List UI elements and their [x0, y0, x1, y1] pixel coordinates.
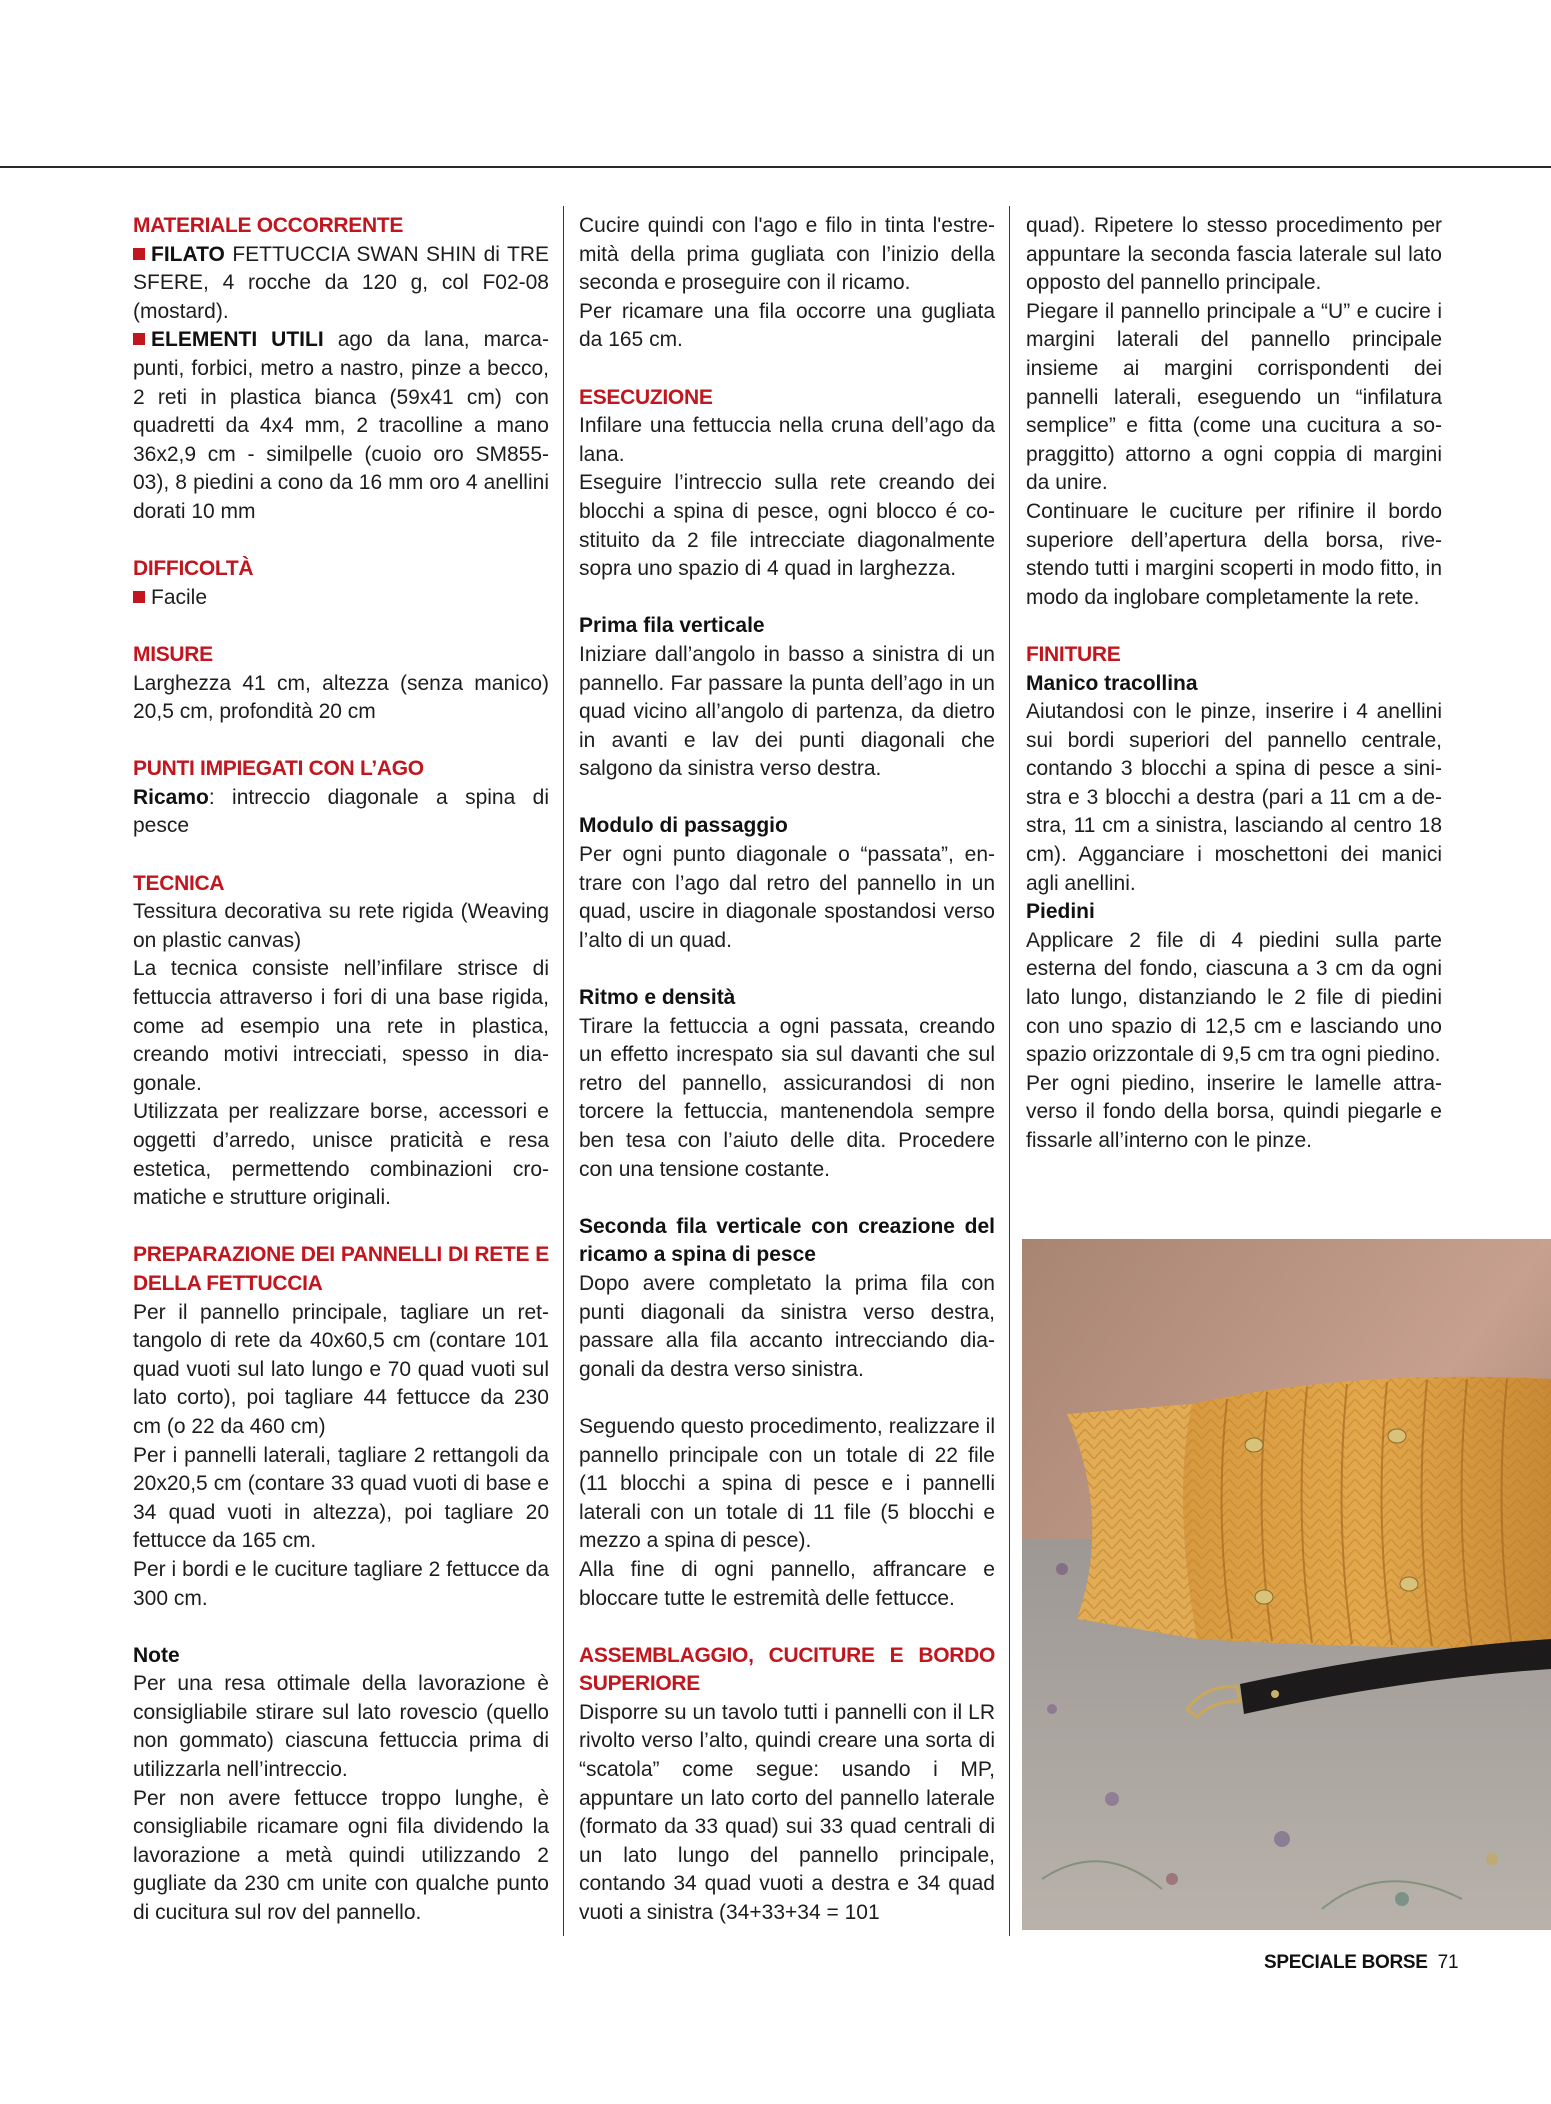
column-3	[1026, 212, 1442, 1156]
tecnica-p1: Tessitura decorativa su rete rigida (Weaving on plastic canvas)	[133, 900, 549, 952]
red-square-bullet-icon	[133, 248, 145, 260]
punti-text: : intreccio diagonale a spina di pesce	[133, 785, 549, 838]
subheading-note: Note	[133, 1643, 180, 1667]
subheading-ritmo: Ritmo e densità	[579, 986, 736, 1010]
section-heading-finiture: FINITURE	[1026, 642, 1121, 666]
note-p1: Per una resa ottimale della lavorazione è consigliabile stirare sul lato rovescio (quello non gommato) ciascuna fettuccia prima di utilizzarla nell’intreccio.	[133, 1672, 549, 1782]
subheading-prima-fila: Prima fila verticale	[579, 614, 765, 638]
column-2	[579, 212, 995, 1928]
preparazione-p3: Per i bordi e le cuciture tagliare 2 fettucce da 300 cm.	[133, 1557, 549, 1610]
elementi-text: ago da lana, marcapunti, forbici, metro a nastro, pinze a becco, 2 reti in plastica bianca (59x41 cm) con quadretti da 4x4 mm, 2 tracolline a mano 36x2,9 cm - similpelle (cuoio oro SM855-03), 8 piedini a cono da 16 mm oro 4 anellini dorati 10 mm	[133, 328, 549, 523]
woven-bag-illustration-icon	[1022, 1239, 1551, 1930]
note-p2: Per non avere fettucce troppo lunghe, è consigliabile ricamare ogni fila dividendo la lavorazione a metà quindi utilizzando 2 gugliate da 230 cm unite con qualche punto di cucitura sul rov del pannello.	[133, 1786, 549, 1925]
section-heading-esecuzione: ESECUZIONE	[579, 385, 713, 409]
section-heading-misure: MISURE	[133, 642, 213, 666]
esecuzione-p1: Infilare una fettuccia nella cruna dell’ago da lana.	[579, 414, 995, 466]
page-footer	[1264, 1952, 1458, 1974]
elementi-paragraph	[133, 326, 549, 526]
continuation-p2: Piegare il pannello principale a “U” e cucire i margini laterali del pannello principale insieme ai margini corrispondenti dei pannelli laterali, eseguendo un “infilatura semplice” e fitta (come una cucitura a sopraggitto) attorno a ogni coppia di margini da unire.	[1026, 299, 1442, 495]
preparazione-p2: Per i pannelli laterali, tagliare 2 rettangoli da 20x20,5 cm (contare 33 quad vuoti di base e 34 quad vuoti in altezza), poi tagliare 20 fettucce da 165 cm.	[133, 1443, 549, 1553]
ricamo-label: Ricamo	[133, 785, 209, 809]
ritmo-text: Tirare la fettuccia a ogni passata, creando un effetto increspato sia sul davanti che sul retro del pannello, assicurandosi di non torcere la fettuccia, mantenendola sempre ben tesa con l’aiuto delle dita. Procedere con una tensione costante.	[579, 1014, 995, 1181]
section-heading-assemblaggio: ASSEMBLAGGIO, CUCITURE E BORDO SUPERIORE	[579, 1643, 995, 1696]
seguendo-p2: Alla fine di ogni pannello, affrancare e bloccare tutte le estremità delle fettucce.	[579, 1557, 995, 1610]
section-heading-materiale: MATERIALE OCCORRENTE	[133, 214, 404, 237]
tecnica-p2: La tecnica consiste nell’infilare strisce di fettuccia attraverso i fori di una base rigida, come ad esempio una rete in plastica, creando motivi intrecciati, spesso in diagonale.	[133, 957, 549, 1095]
column-1	[133, 212, 549, 1928]
subheading-modulo: Modulo di passaggio	[579, 814, 788, 838]
subheading-manico: Manico tracollina	[1026, 671, 1198, 695]
intro-p2: Per ricamare una fila occorre una gugliata da 165 cm.	[579, 299, 995, 352]
continuation-p3: Continuare le cuciture per rifinire il bordo superiore dell’apertura della borsa, rivestendo tutti i margini scoperti in modo fitto, in modo da inglobare completamente la rete.	[1026, 499, 1442, 609]
red-square-bullet-icon	[133, 333, 145, 345]
difficolta-text: Facile	[151, 585, 208, 609]
assemblaggio-text: Disporre su un tavolo tutti i pannelli con il LR rivolto verso l’alto, quindi creare una sorta di “scatola” come segue: usando i MP, appuntare un lato corto del pannello laterale (formato da 33 quad) sui 33 quad centrali di un lato lungo del pannello principale, contando 34 quad vuoti a destra e 34 quad vuoti a sinistra (34+33+34 = 101	[579, 1700, 995, 1925]
filato-text: FETTUCCIA SWAN SHIN di TRE SFERE, 4 rocche da 120 g, col F02-08 (mostard).	[133, 242, 549, 323]
misure-text: Larghezza 41 cm, altezza (senza manico) 20,5 cm, profondità 20 cm	[133, 671, 549, 724]
manico-text: Aiutandosi con le pinze, inserire i 4 anellini sui bordi superiori del pannello centrale, contando 3 blocchi a spina di pesce a sinistra e 3 blocchi a destra (pari a 11 cm a destra, 11 cm a sinistra, lasciando al centro 18 cm). Agganciare i moschettoni dei manici agli anellini.	[1026, 700, 1442, 895]
intro-p1: Cucire quindi con l'ago e filo in tinta l'estremità della prima gugliata con l’inizio della seconda e proseguire con il ricamo.	[579, 214, 995, 295]
section-heading-punti: PUNTI IMPIEGATI CON L’AGO	[133, 757, 424, 781]
filato-paragraph	[133, 241, 549, 327]
section-heading-difficolta: DIFFICOLTÀ	[133, 557, 254, 581]
tecnica-p3: Utilizzata per realizzare borse, accessori e oggetti d’arredo, unisce praticità e resa estetica, permettendo combinazioni cromatiche e strutture originali.	[133, 1100, 549, 1210]
seconda-fila-text: Dopo avere completato la prima fila con punti diagonali da sinistra verso destra, passare alla fila accanto intrecciando diagonali da destra verso sinistra.	[579, 1271, 995, 1381]
esecuzione-p2: Eseguire l’intreccio sulla rete creando dei blocchi a spina di pesce, ogni blocco é costituito da 2 file intrecciate diagonalmente sopra uno spazio di 4 quad in larghezza.	[579, 471, 995, 581]
page-number: 71	[1437, 1952, 1459, 1973]
subheading-piedini: Piedini	[1026, 900, 1095, 924]
modulo-text: Per ogni punto diagonale o “passata”, entrare con l’ago dal retro del pannello in un quad, uscire in diagonale spostandosi verso l’alto di un quad.	[579, 843, 995, 952]
filato-label: FILATO	[151, 242, 225, 266]
top-rule	[0, 166, 1551, 168]
section-heading-tecnica: TECNICA	[133, 871, 225, 895]
red-square-bullet-icon	[133, 591, 145, 603]
piedini-p2: Per ogni piedino, inserire le lamelle attraverso il fondo della borsa, quindi piegarle e fissarle all’interno con le pinze.	[1026, 1071, 1442, 1152]
section-heading-preparazione: PREPARAZIONE DEI PANNELLI DI RETE E DELLA FETTUCCIA	[133, 1243, 549, 1295]
column-divider	[1009, 206, 1010, 1936]
piedini-p1: Applicare 2 file di 4 piedini sulla parte esterna del fondo, ciascuna a 3 cm da ogni lato lungo, distanziando le 2 file di piedini con uno spazio di 12,5 cm e lasciando uno spazio orizzontale di 9,5 cm tra ogni piedino.	[1026, 928, 1442, 1067]
prima-fila-text: Iniziare dall’angolo in basso a sinistra di un pannello. Far passare la punta dell’ago in un quad vicino all’angolo di partenza, da dietro in avanti e lav dei punti diagonali che salgono da sinistra verso destra.	[579, 642, 995, 781]
difficolta-value	[133, 584, 549, 613]
section-label: SPECIALE BORSE	[1264, 1952, 1428, 1973]
subheading-seconda-fila: Seconda fila verticale con creazione del ricamo a spina di pesce	[579, 1214, 995, 1267]
bag-photo	[1022, 1239, 1551, 1930]
seguendo-p1: Seguendo questo procedimento, realizzare il pannello principale con un totale di 22 file (11 blocchi a spina di pesce e i pannelli laterali con un totale di 11 file (5 blocchi e mezzo a spina di pesce).	[579, 1414, 995, 1553]
elementi-label: ELEMENTI UTILI	[151, 328, 324, 352]
continuation-p1: quad). Ripetere lo stesso procedimento per appuntare la seconda fascia laterale sul lato opposto del pannello principale.	[1026, 214, 1442, 295]
preparazione-p1: Per il pannello principale, tagliare un rettangolo di rete da 40x60,5 cm (contare 101 quad vuoti sul lato lungo e 70 quad vuoti sul lato corto), poi tagliare 44 fettucce da 230 cm (o 22 da 460 cm)	[133, 1300, 549, 1438]
column-divider	[563, 206, 564, 1936]
punti-paragraph	[133, 784, 549, 841]
